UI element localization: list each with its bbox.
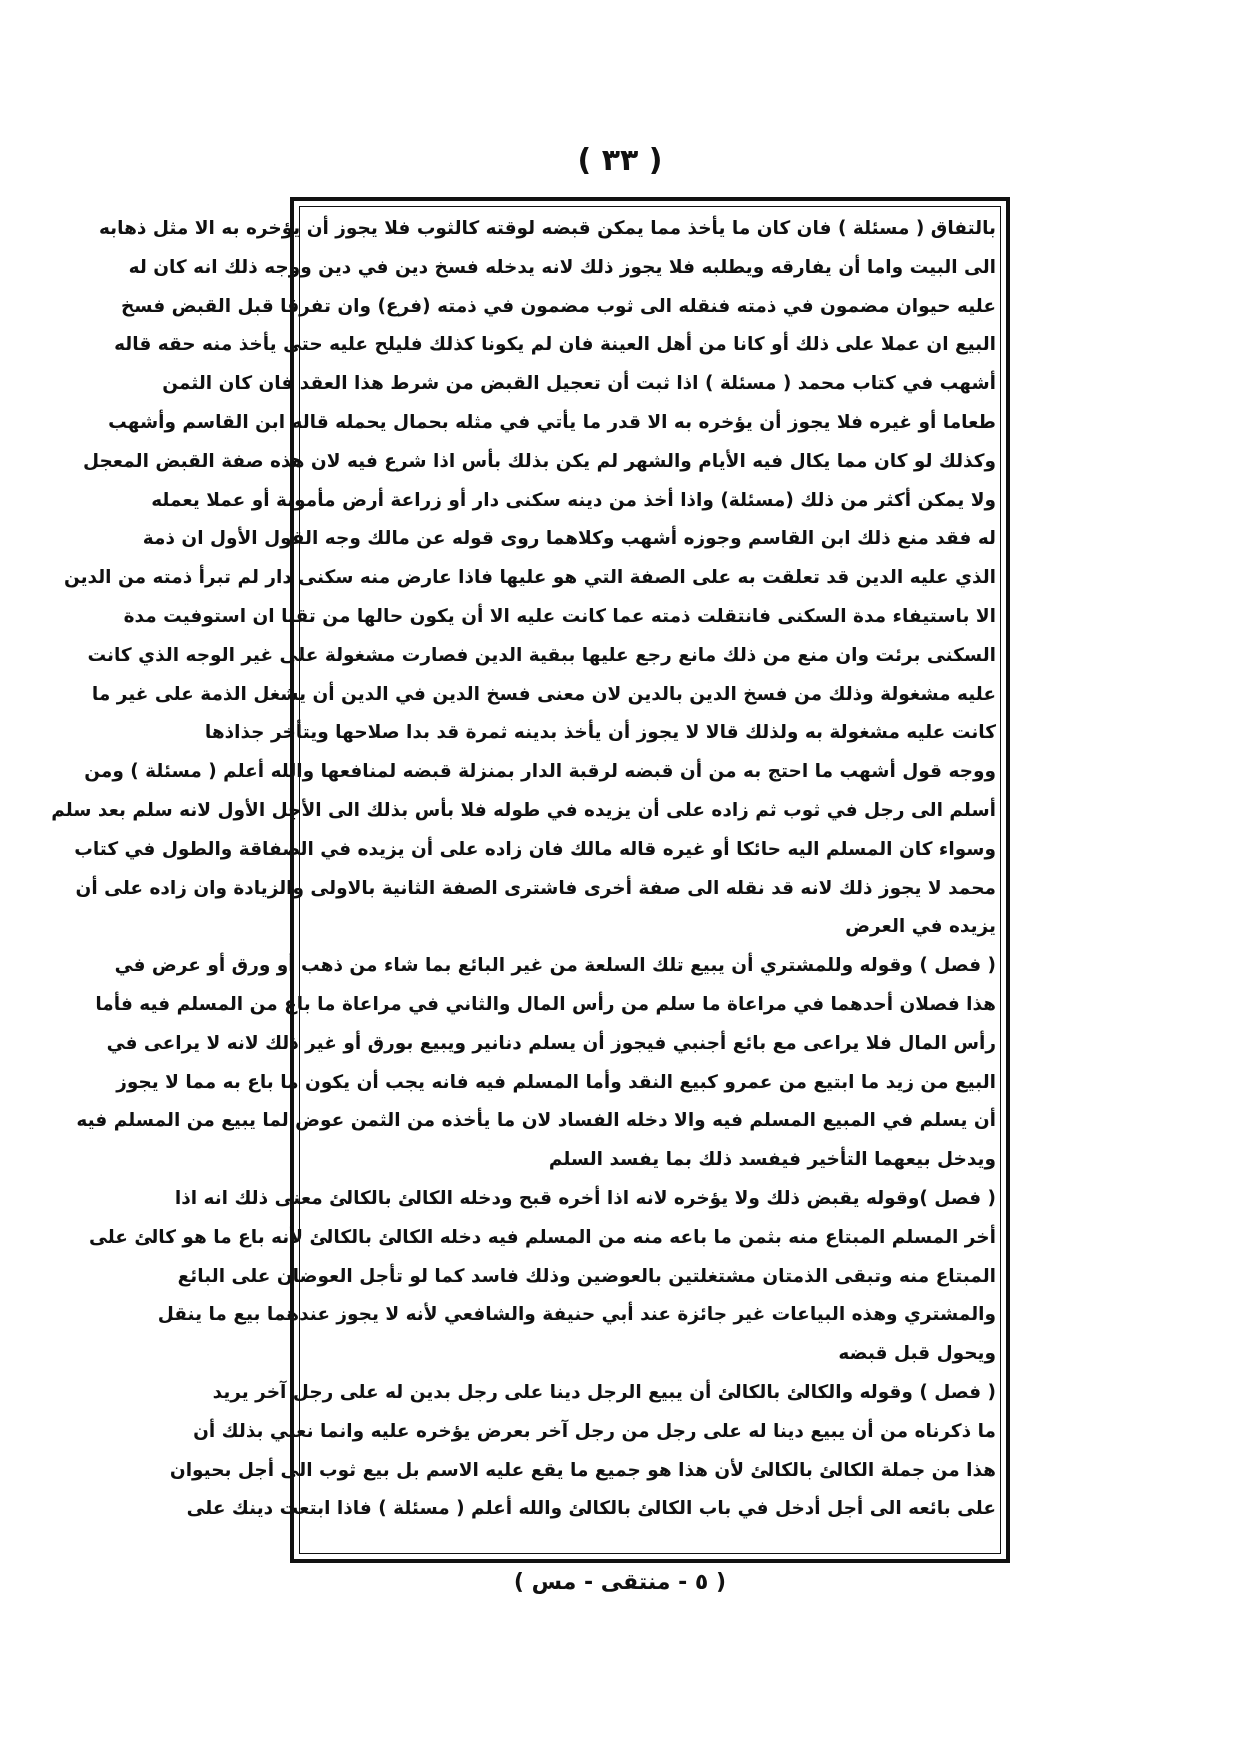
text-line: ووجه قول أشهب ما احتج به من أن قبضه لرقبة الدار بمنزلة قبضه لمنافعها والله أعلم ( مسئلة ) ومن — [84, 761, 996, 783]
text-line: هذا من جملة الكالئ بالكالئ لأن هذا هو جميع ما يقع عليه الاسم بل بيع ثوب الى أجل بحيوان — [169, 1459, 996, 1481]
text-line: وكذلك لو كان مما يكال فيه الأيام والشهر لم يكن بذلك بأس اذا شرع فيه لان هذه صفة القبض المعجل — [82, 450, 996, 472]
text-line: كانت عليه مشغولة به ولذلك قالا لا يجوز أن يأخذ بدينه ثمرة قد بدا صلاحها ويتأخر جذاذها — [204, 722, 996, 744]
page-number: ( ٣٣ ) — [577, 143, 663, 178]
text-line: رأس المال فلا يراعى مع بائع أجنبي فيجوز أن يسلم دنانير ويبيع بورق أو غير ذلك لانه لا يراعى في — [106, 1032, 996, 1054]
text-line: ( فصل ) وقوله وللمشتري أن يبيع تلك السلعة من غير البائع بما شاء من ذهب أو ورق أو عرض في — [114, 955, 996, 977]
text-line: أخر المسلم المبتاع منه بثمن ما باعه منه من المسلم فيه دخله الكالئ بالكالئ لأنه باع ما هو كالئ على — [89, 1226, 996, 1248]
text-line: ( فصل ) وقوله والكالئ بالكالئ أن يبيع الرجل دينا على رجل بدين له على رجل آخر يريد — [212, 1381, 996, 1403]
text-line: على بائعه الى أجل أدخل في باب الكالئ بالكالئ والله أعلم ( مسئلة ) فاذا ابتعت دينك على — [186, 1498, 996, 1520]
text-line: ( فصل )وقوله يقبض ذلك ولا يؤخره لانه اذا أخره قبح ودخله الكالئ بالكالئ معنى ذلك انه اذا — [174, 1187, 996, 1209]
text-line: بالتفاق ( مسئلة ) فان كان ما يأخذ مما يمكن قبضه لوقته كالثوب فلا يجوز أن يؤخره به الا مثل ذهابه — [98, 218, 996, 239]
page-footer-signature: ( ٥ - منتقى - مس ) — [513, 1570, 727, 1595]
text-line: الذي عليه الدين قد تعلقت به على الصفة التي هو عليها فاذا عارض منه سكنى دار لم تبرأ ذمته من الدين — [63, 567, 996, 589]
text-line: عليه حيوان مضمون في ذمته فنقله الى ثوب مضمون في ذمته (فرع) وان تفرقا قبل القبض فسخ — [120, 295, 996, 317]
text-line: أشهب في كتاب محمد ( مسئلة ) اذا ثبت أن تعجيل القبض من شرط هذا العقد فان كان الثمن — [162, 373, 996, 395]
text-line: السكنى برئت وان منع من ذلك مانع رجع عليها ببقية الدين فصارت مشغولة على غير الوجه الذي كانت — [87, 644, 996, 666]
text-line: البيع من زيد ما ابتيع من عمرو كبيع النقد وأما المسلم فيه فانه يجب أن يكون ما باع به مما لا يجوز — [116, 1071, 996, 1093]
text-line: الى البيت واما أن يفارقه ويطلبه فلا يجوز ذلك لانه يدخله فسخ دين في دين ووجه ذلك انه كان له — [128, 256, 996, 278]
text-line: طعاما أو غيره فلا يجوز أن يؤخره به الا قدر ما يأتي في مثله بحمال يحمله قاله ابن القاسم وأشهب — [108, 411, 996, 433]
text-line: أن يسلم في المبيع المسلم فيه والا دخله الفساد لان ما يأخذه من الثمن عوض لما يبيع من المسلم فيه — [76, 1110, 996, 1132]
text-line: ولا يمكن أكثر من ذلك (مسئلة) واذا أخذ من دينه سكنى دار أو زراعة أرض مأمونة أو عملا يعمله — [151, 489, 996, 511]
text-line: البيع ان عملا على ذلك أو كانا من أهل العينة فان لم يكونا كذلك فليلح عليه حتى يأخذ منه حقه قاله — [114, 334, 996, 356]
text-line: ويحول قبل قبضه — [838, 1343, 996, 1365]
text-line: والمشتري وهذه البياعات غير جائزة عند أبي حنيفة والشافعي لأنه لا يجوز عندهما بيع ما ينقل — [157, 1304, 996, 1326]
text-line: محمد لا يجوز ذلك لانه قد نقله الى صفة أخرى فاشترى الصفة الثانية بالاولى والزيادة وان زاده على أن — [75, 877, 996, 899]
main-text-block — [51, 210, 996, 1550]
text-line: هذا فصلان أحدهما في مراعاة ما سلم من رأس المال والثاني في مراعاة ما باع من المسلم فيه فأما — [95, 993, 996, 1015]
text-line: له فقد منع ذلك ابن القاسم وجوزه أشهب وكلاهما روى قوله عن مالك وجه القول الأول ان ذمة — [142, 528, 996, 550]
text-line: عليه مشغولة وذلك من فسخ الدين بالدين لان معنى فسخ الدين في الدين أن يشغل الذمة على غير ما — [91, 683, 996, 705]
text-line: يزيده في العرض — [845, 916, 996, 938]
text-line: أسلم الى رجل في ثوب ثم زاده على أن يزيده في طوله فلا بأس بذلك الى الأجل الأول لانه سلم بعد سلم — [51, 799, 996, 821]
text-line: ما ذكرناه من أن يبيع دينا له على رجل من رجل آخر بعرض يؤخره عليه وانما نعني بذلك أن — [193, 1420, 996, 1442]
text-line: المبتاع منه وتبقى الذمتان مشتغلتين بالعوضين وذلك فاسد كما لو تأجل العوضان على البائع — [177, 1265, 996, 1287]
text-line: الا باستيفاء مدة السكنى فانتقلت ذمته عما كانت عليه الا أن يكون حالها من تقبا ان استوفيت مدة — [123, 605, 996, 627]
text-line: ويدخل بيعهما التأخير فيفسد ذلك بما يفسد السلم — [548, 1149, 996, 1171]
text-line: وسواء كان المسلم اليه حائكا أو غيره قاله مالك فان زاده على أن يزيده في الصفاقة والطول في كتاب — [74, 838, 996, 860]
